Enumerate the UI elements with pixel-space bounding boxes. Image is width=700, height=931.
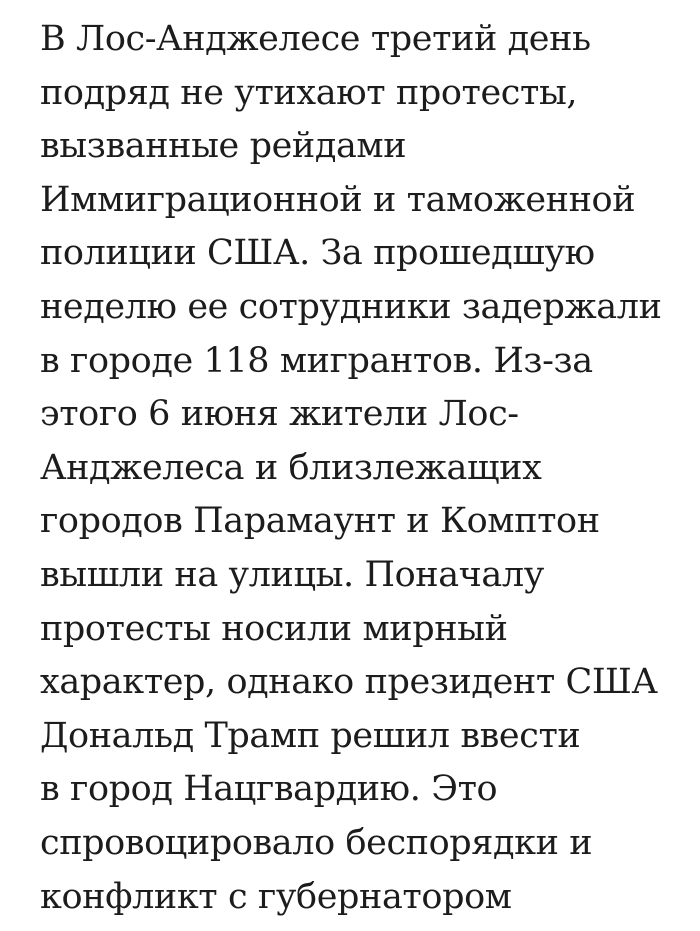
article-line: в городе 118 мигрантов. Из-за: [40, 340, 593, 381]
article-line: вызванные рейдами: [40, 126, 407, 167]
article-line: подряд не утихают протесты,: [40, 72, 578, 113]
article-line: в город Нацгвардию. Это: [40, 769, 498, 810]
article-line: характер, однако президент США: [40, 662, 658, 703]
article-line: спровоцировало беспорядки и: [40, 822, 593, 863]
article-line: конфликт с губернатором: [40, 876, 512, 917]
article-line: Анджелеса и близлежащих: [40, 447, 542, 488]
article-line: неделю ее сотрудники задержали: [40, 286, 662, 327]
article-line: протесты носили мирный: [40, 608, 508, 649]
article-line: городов Парамаунт и Комптон: [40, 501, 600, 542]
article-line: вышли на улицы. Поначалу: [40, 554, 544, 595]
article-line: Дональд Трамп решил ввести: [40, 715, 581, 756]
article-line: полиции США. За прошедшую: [40, 233, 595, 274]
article-line: Иммиграционной и таможенной: [40, 179, 636, 220]
article-line: этого 6 июня жители Лос-: [40, 394, 519, 435]
article-line: В Лос-Анджелесе третий день: [40, 19, 591, 59]
